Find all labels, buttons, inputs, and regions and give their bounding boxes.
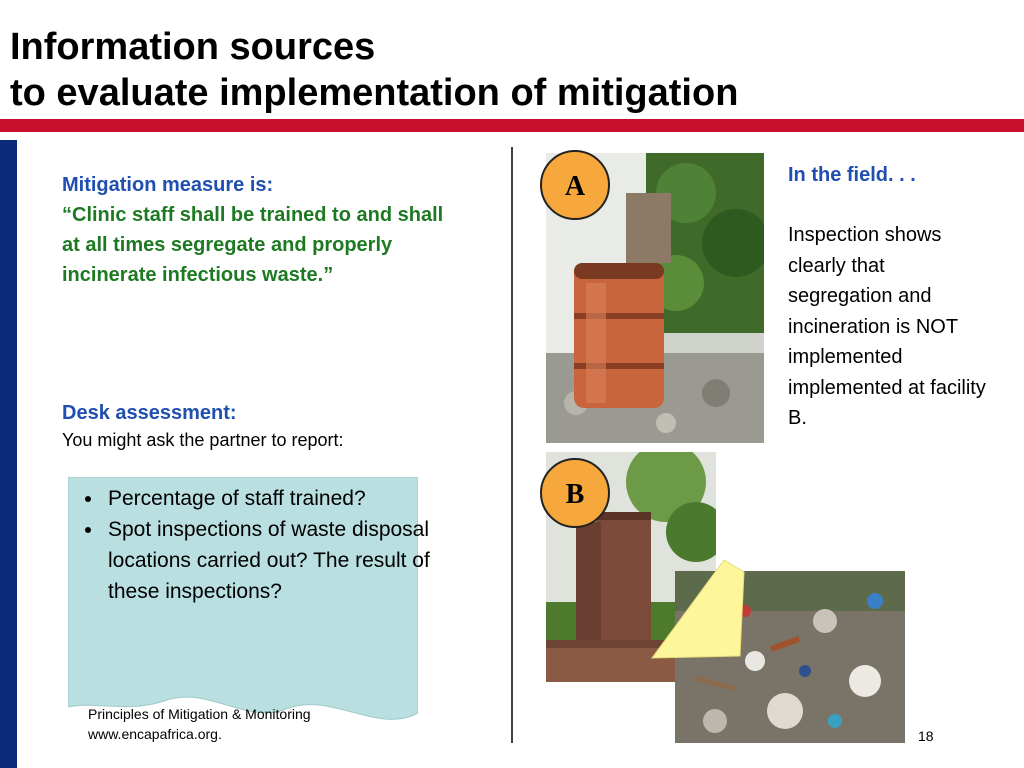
- column-divider: [511, 147, 513, 743]
- title-line-2: to evaluate implementation of mitigation: [10, 72, 739, 114]
- field-heading: In the field. . .: [788, 164, 916, 186]
- title-underline-bar: [0, 119, 1024, 132]
- left-accent-bar: [0, 140, 17, 768]
- report-items-list: [72, 483, 442, 607]
- mitigation-heading: Mitigation measure is:: [62, 174, 274, 196]
- page-number: 18: [918, 728, 934, 744]
- report-items-note: [68, 477, 430, 725]
- list-item: • Percentage of staff trained?: [104, 483, 442, 514]
- field-text: Inspection shows clearly that segregation and incineration is NOT implemented implemented at facility B.: [788, 224, 986, 429]
- desk-heading: Desk assessment:: [62, 402, 237, 424]
- footer-title: Principles of Mitigation & Monitoring: [88, 706, 311, 722]
- title-line-1: Information sources: [10, 26, 376, 68]
- mitigation-quote: “Clinic staff shall be trained to and shall at all times segregate and properly incinerate infectious waste.”: [62, 204, 444, 286]
- callout-arrow: [646, 560, 746, 670]
- label-b-badge: B: [540, 458, 610, 528]
- mitigation-measure: [62, 170, 462, 290]
- label-a-badge: A: [540, 150, 610, 220]
- desk-assessment: [62, 398, 482, 452]
- field-findings: [788, 160, 988, 434]
- footer-url: www.encapafrica.org.: [88, 726, 222, 742]
- list-item: • Spot inspections of waste disposal locations carried out? The result of these inspections?: [104, 514, 442, 607]
- desk-subtext: You might ask the partner to report:: [62, 430, 344, 450]
- footer: [88, 704, 311, 744]
- slide-title: [10, 24, 1010, 116]
